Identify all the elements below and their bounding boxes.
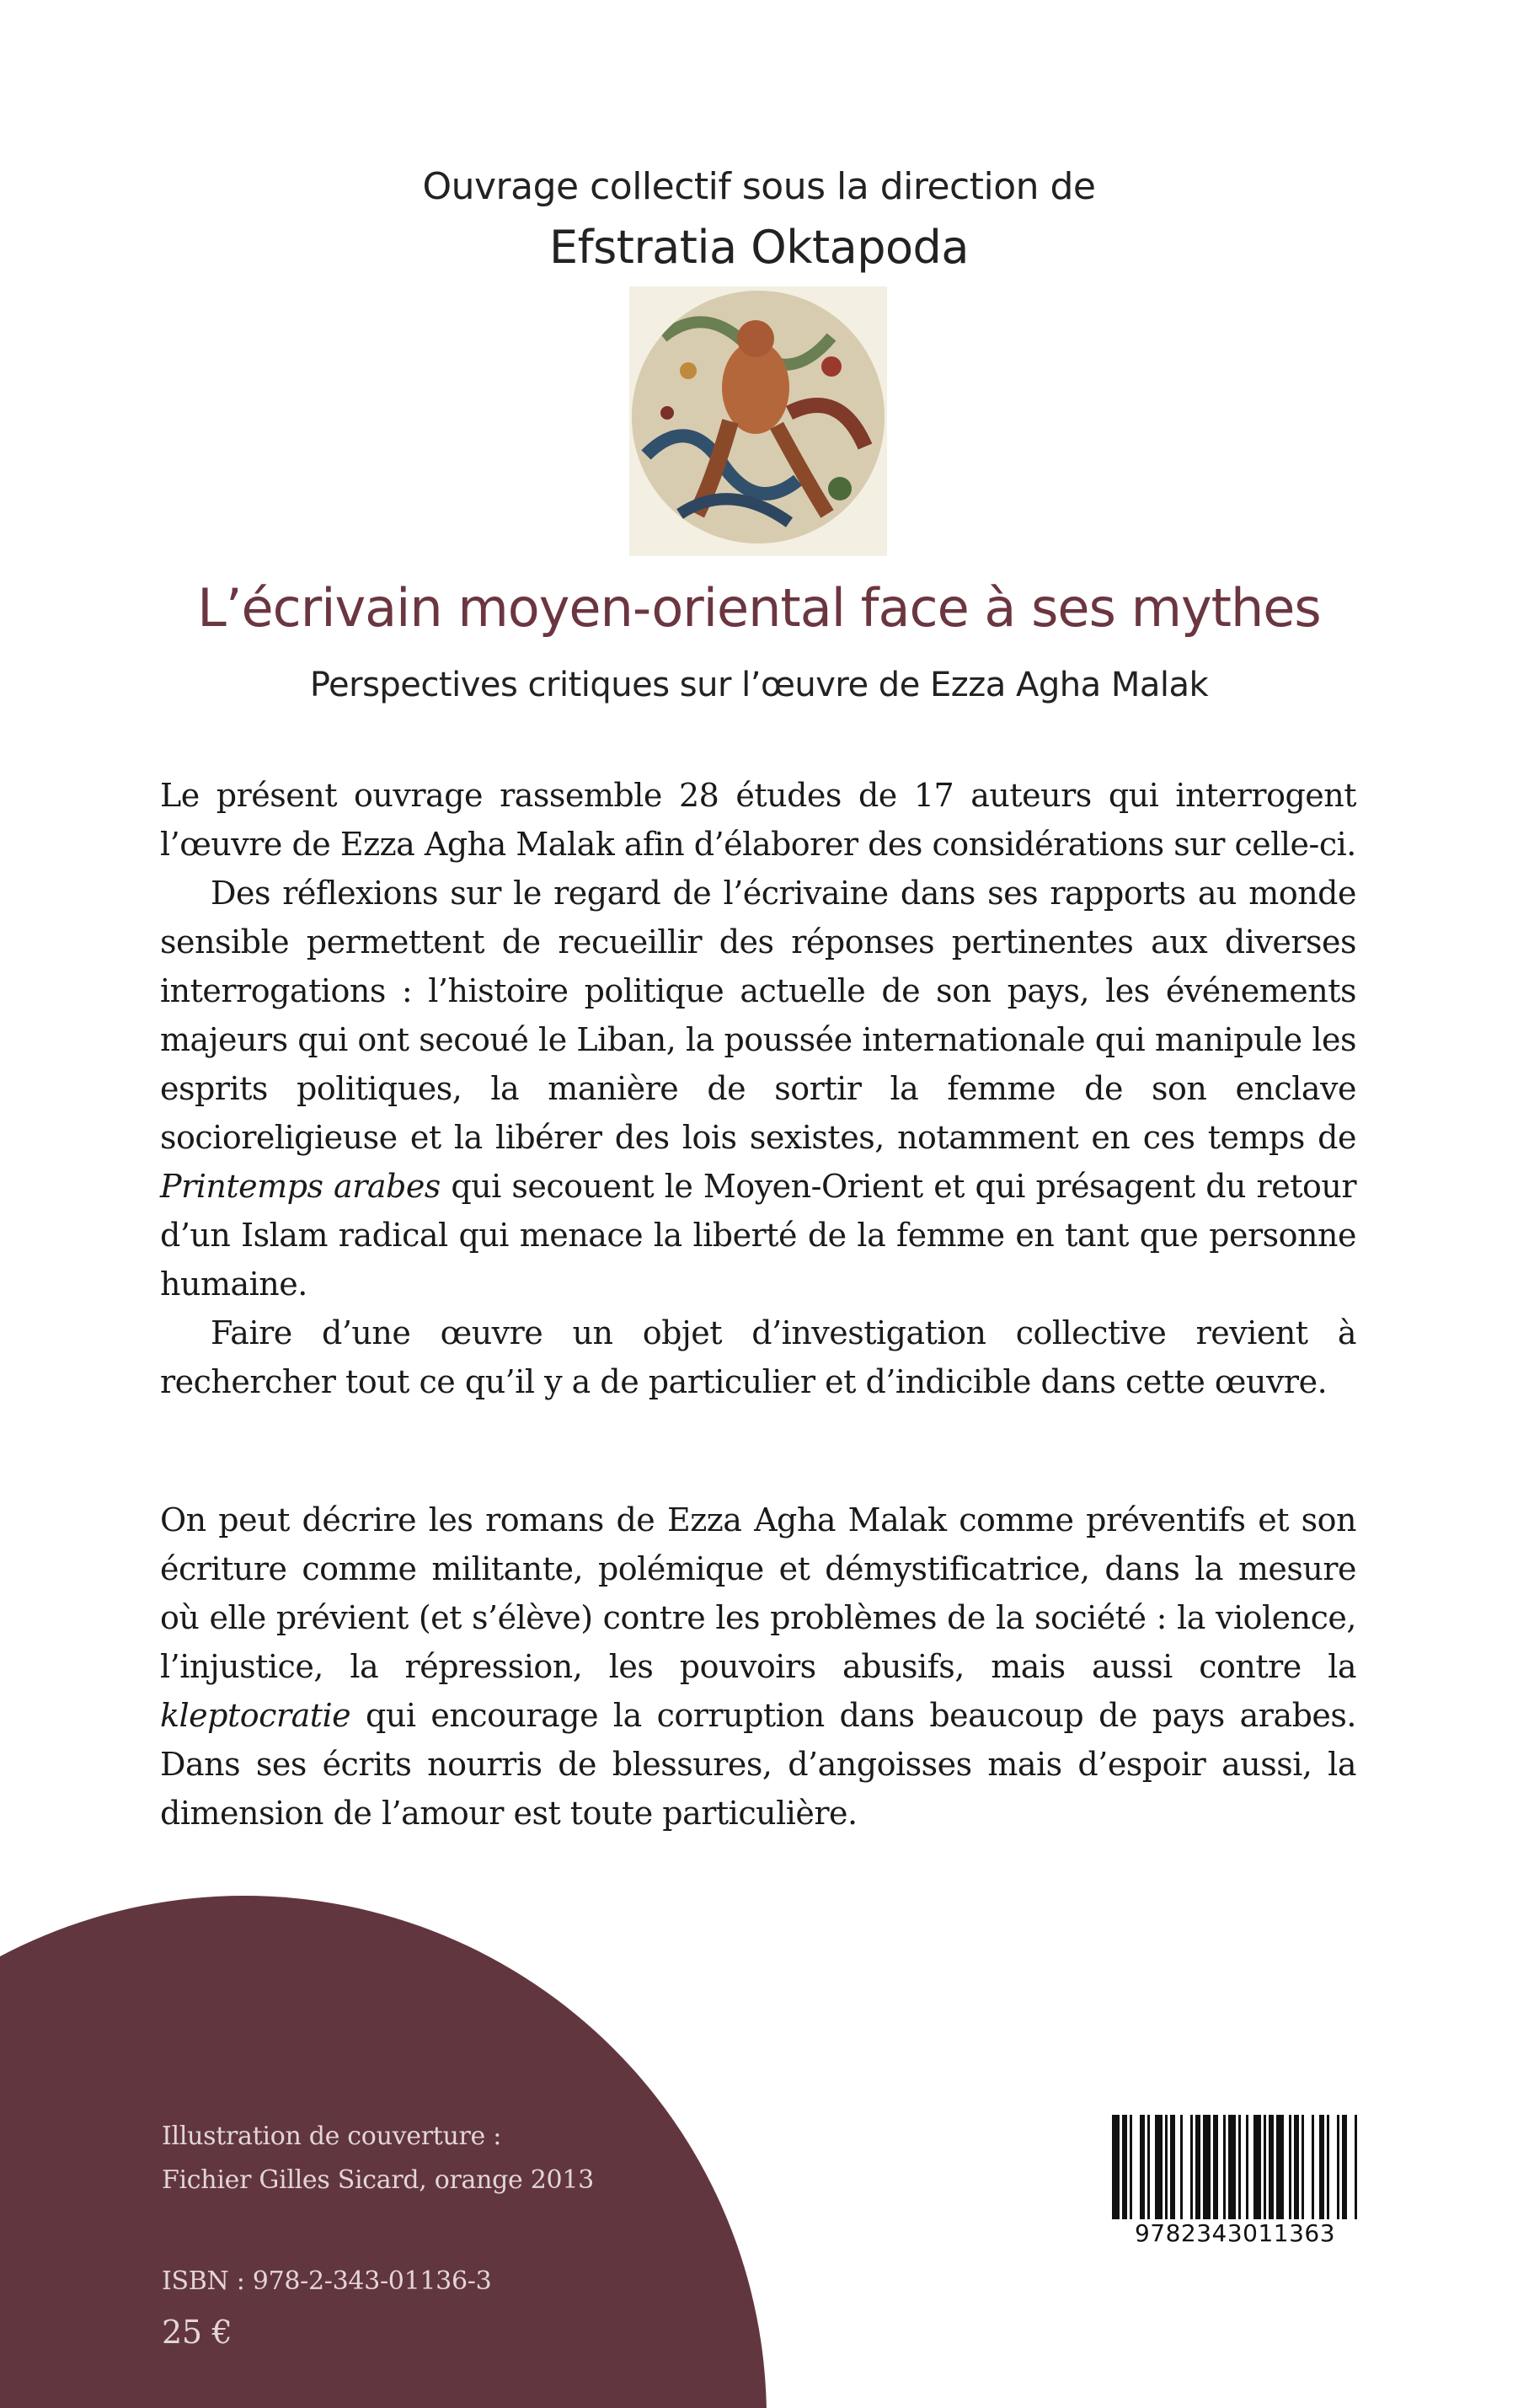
barcode-bar	[1195, 2115, 1200, 2221]
barcode-bar	[1327, 2115, 1329, 2221]
blurb-paragraph-3: Faire d’une œuvre un objet d’investigation collective revient à rechercher tout ce qu’il y a de particulier et d’indicible dans cette œuvre.	[160, 1314, 1356, 1400]
barcode-bar	[1112, 2115, 1120, 2221]
barcode-bar	[1228, 2115, 1236, 2221]
barcode	[1109, 2115, 1361, 2275]
barcode-bar	[1264, 2115, 1266, 2221]
barcode-bar	[1302, 2115, 1304, 2221]
blurb-paragraph-2-text-b: qui secouent le Moyen-Orient et qui présagent du retour d’un Islam radical qui menace la liberté de la femme en tant que personne humaine.	[160, 1168, 1356, 1303]
illustration-credit-source: Fichier Gilles Sicard, orange 2013	[162, 2165, 594, 2195]
barcode-digits: 9782343011363	[1092, 2219, 1378, 2247]
barcode-bar	[1155, 2115, 1163, 2221]
price: 25 €	[162, 2314, 233, 2351]
isbn: ISBN : 978-2-343-01136-3	[162, 2266, 492, 2296]
barcode-bar	[1294, 2115, 1299, 2221]
decorative-disk	[0, 1896, 767, 2408]
barcode-bar	[1319, 2115, 1324, 2221]
blurb-paragraph-2	[160, 869, 1356, 1308]
book-title: L’écrivain moyen-oriental face à ses mythes	[197, 577, 1321, 639]
editor-kicker: Ouvrage collectif sous la direction de	[422, 165, 1096, 208]
blurb-paragraph-1: Le présent ouvrage rassemble 28 études de 17 auteurs qui interrogent l’œuvre de Ezza Agha Malak afin d’élaborer des considérations sur celle-ci.	[160, 777, 1356, 863]
barcode-bar	[1337, 2115, 1339, 2221]
mosaic-medallion-image	[629, 286, 887, 556]
book-subtitle: Perspectives critiques sur l’œuvre de Ezza Agha Malak	[309, 666, 1209, 704]
barcode-bar	[1269, 2115, 1274, 2221]
barcode-bar	[1180, 2115, 1183, 2221]
blurb-description-text-b: qui encourage la corruption dans beaucoup de pays arabes. Dans ses écrits nourris de blessures, d’angoisses mais d’espoir aussi, la dimension de l’amour est toute particulière.	[160, 1697, 1356, 1832]
barcode-bar	[1312, 2115, 1314, 2221]
illustration-credit-label: Illustration de couverture :	[162, 2122, 502, 2151]
barcode-bar	[1130, 2115, 1132, 2221]
barcode-bar	[1223, 2115, 1226, 2221]
barcode-bar	[1276, 2115, 1284, 2221]
editor-name: Efstratia Oktapoda	[549, 221, 969, 274]
barcode-bar	[1203, 2115, 1211, 2221]
blurb-description-paragraph	[160, 1496, 1356, 1838]
blurb-paragraph-2-italic: Printemps arabes	[160, 1168, 441, 1205]
barcode-bar	[1190, 2115, 1193, 2221]
barcode-bar	[1122, 2115, 1127, 2221]
blurb-paragraph-2-text-a: Des réflexions sur le regard de l’écrivaine dans ses rapports au monde sensible permettent de recueillir des réponses pertinentes aux diverses interrogations : l’histoire politique actuelle de son pays, les événements majeurs qui ont secoué le Liban, la poussée internationale qui manipule les esprits politiques, la manière de sortir la femme de son enclave socioreligieuse et la libérer des lois sexistes, notamment en ces temps de	[160, 875, 1356, 1156]
blurb-description-text-a: On peut décrire les romans de Ezza Agha Malak comme préventifs et son écriture comme militante, polémique et démystificatrice, dans la mesure où elle prévient (et s’élève) contre les problèmes de la société : la violence, l’injustice, la répression, les pouvoirs abusifs, mais aussi contre la	[160, 1501, 1356, 1685]
barcode-bar	[1355, 2115, 1357, 2221]
barcode-bar	[1246, 2115, 1248, 2221]
barcode-bar	[1140, 2115, 1145, 2221]
barcode-bar	[1170, 2115, 1175, 2221]
blurb-description	[160, 1496, 1356, 1838]
barcode-bar	[1165, 2115, 1168, 2221]
blurb-summary	[160, 771, 1356, 1406]
barcode-bar	[1213, 2115, 1218, 2221]
barcode-bar	[1342, 2115, 1347, 2221]
barcode-bar	[1289, 2115, 1291, 2221]
barcode-bar	[1147, 2115, 1150, 2221]
barcode-bar	[1238, 2115, 1241, 2221]
barcode-bar	[1253, 2115, 1261, 2221]
blurb-description-italic: kleptocratie	[160, 1697, 351, 1734]
